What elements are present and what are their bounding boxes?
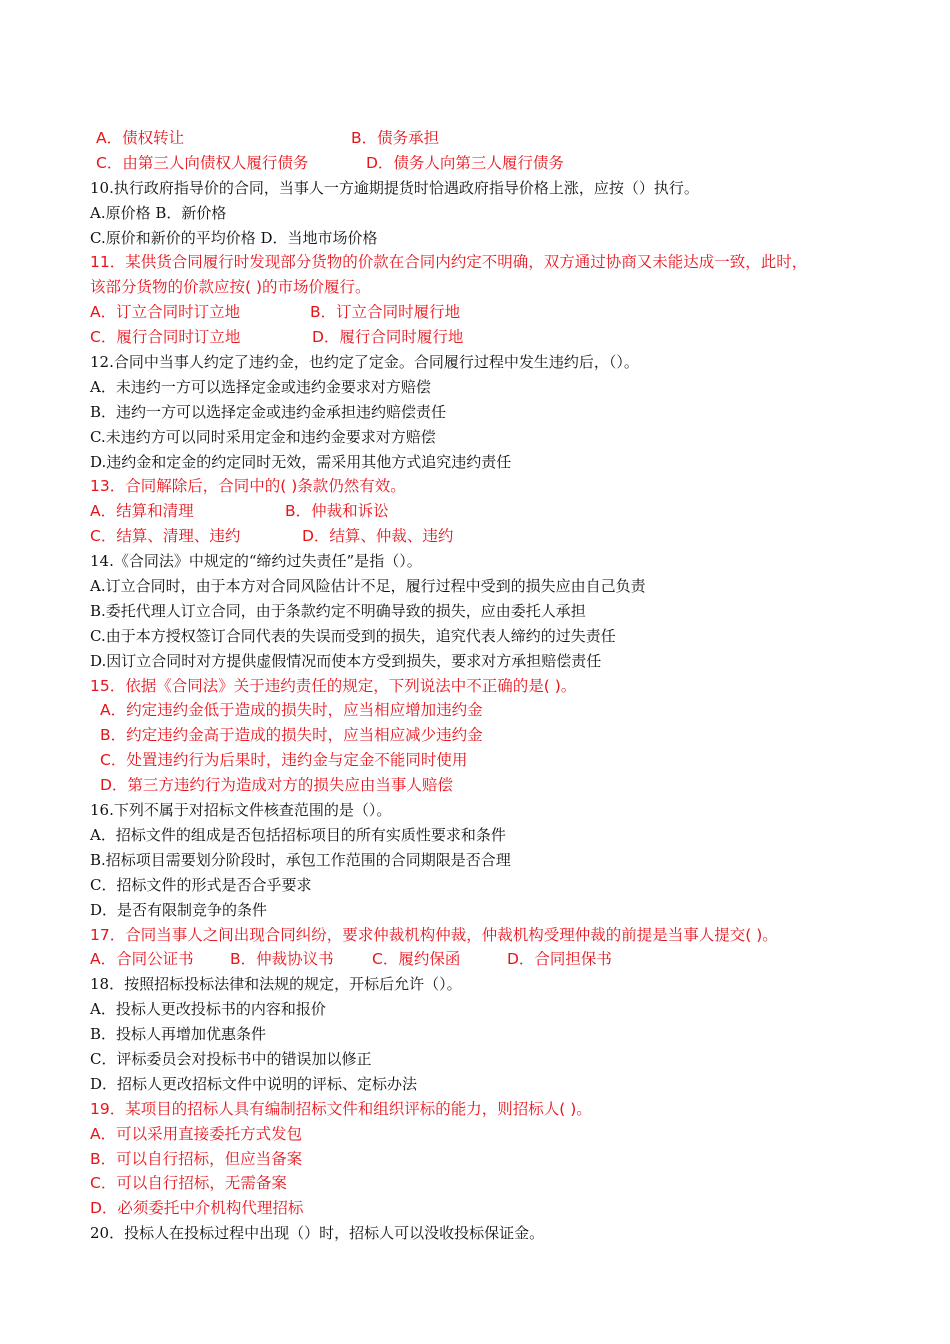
question-line: A．未违约一方可以选择定金或违约金要求对方赔偿 (90, 377, 431, 396)
answer-option: D．结算、仲裁、违约 (302, 527, 454, 546)
answer-option: C．由第三人向债权人履行债务 (96, 153, 309, 172)
question-line: C.未违约方可以同时采用定金和违约金要求对方赔偿 (90, 427, 436, 446)
highlighted-question-line: 19．某项目的招标人具有编制招标文件和组织评标的能力，则招标人( )。 (90, 1099, 592, 1118)
answer-option: C．结算、清理、违约 (90, 527, 241, 546)
question-line: D.违约金和定金的约定同时无效，需采用其他方式追究违约责任 (90, 452, 512, 471)
question-line: A.订立合同时，由于本方对合同风险估计不足，履行过程中受到的损失应由自己负责 (90, 577, 646, 596)
highlighted-question-line: 11．某供货合同履行时发现部分货物的价款在合同内约定不明确，双方通过协商又未能达成一致，此时， (90, 253, 808, 272)
question-line: 14.《合同法》中规定的“缔约过失责任”是指（）。 (90, 552, 422, 571)
highlighted-question-line: D．必须委托中介机构代理招标 (90, 1199, 304, 1218)
highlighted-question-line (90, 524, 890, 549)
answer-option: B．订立合同时履行地 (310, 303, 461, 322)
highlighted-question-line (90, 499, 890, 524)
highlighted-question-line (90, 126, 890, 151)
question-line: C．评标委员会对投标书中的错误加以修正 (90, 1049, 372, 1068)
question-line: D．招标人更改招标文件中说明的评标、定标办法 (90, 1074, 418, 1093)
highlighted-question-line: D．第三方违约行为造成对方的损失应由当事人赔偿 (100, 776, 453, 795)
answer-option: C．履约保函 (372, 950, 461, 969)
question-line: 16.下列不属于对招标文件核查范围的是（）。 (90, 801, 392, 820)
highlighted-question-line: 13．合同解除后，合同中的( )条款仍然有效。 (90, 477, 406, 496)
answer-option: B．仲裁协议书 (230, 950, 334, 969)
answer-option: A．债权转让 (96, 129, 185, 147)
question-line: A．投标人更改投标书的内容和报价 (90, 1000, 326, 1019)
answer-option: A．订立合同时订立地 (90, 303, 241, 322)
highlighted-question-line: 17．合同当事人之间出现合同纠纷，要求仲裁机构仲裁，仲裁机构受理仲裁的前提是当事人提交( )。 (90, 925, 778, 944)
question-line: 10.执行政府指导价的合同，当事人一方逾期提货时恰遇政府指导价格上涨，应按（）执行。 (90, 178, 699, 197)
answer-option: A．结算和清理 (90, 502, 194, 521)
question-line: C.由于本方授权签订合同代表的失误而受到的损失，追究代表人缔约的过失责任 (90, 626, 616, 645)
question-line: B．违约一方可以选择定金或违约金承担违约赔偿责任 (90, 402, 447, 421)
highlighted-question-line: A．约定违约金低于造成的损失时，应当相应增加违约金 (100, 701, 483, 720)
answer-option: D．合同担保书 (507, 950, 612, 969)
highlighted-question-line: 该部分货物的价款应按( )的市场价履行。 (90, 278, 371, 297)
question-line: D.因订立合同时对方提供虚假情况而使本方受到损失，要求对方承担赔偿责任 (90, 651, 602, 670)
answer-option: D．履行合同时履行地 (312, 328, 464, 347)
question-line: C．招标文件的形式是否合乎要求 (90, 875, 312, 894)
question-line: D．是否有限制竞争的条件 (90, 900, 268, 919)
question-line: B.委托代理人订立合同，由于条款约定不明确导致的损失，应由委托人承担 (90, 601, 586, 620)
question-line: A．招标文件的组成是否包括招标项目的所有实质性要求和条件 (90, 825, 506, 844)
highlighted-question-line: B．约定违约金高于造成的损失时，应当相应减少违约金 (100, 726, 483, 745)
document-page (90, 126, 890, 1246)
question-line: 18．按照招标投标法律和法规的规定，开标后允许（）。 (90, 975, 462, 994)
question-line: 12.合同中当事人约定了违约金，也约定了定金。合同履行过程中发生违约后，（）。 (90, 353, 639, 372)
answer-option: B．债务承担 (351, 129, 440, 147)
highlighted-question-line (90, 325, 890, 350)
highlighted-question-line (90, 947, 890, 972)
highlighted-question-line (90, 151, 890, 176)
highlighted-question-line (90, 300, 890, 325)
highlighted-question-line: C．处置违约行为后果时，违约金与定金不能同时使用 (100, 751, 468, 770)
highlighted-question-line: A．可以采用直接委托方式发包 (90, 1124, 303, 1143)
question-line: 20．投标人在投标过程中出现（）时，招标人可以没收投标保证金。 (90, 1224, 545, 1243)
answer-option: B．仲裁和诉讼 (285, 502, 389, 521)
question-line: A.原价格 B．新价格 (90, 203, 227, 222)
question-line: B.招标项目需要划分阶段时，承包工作范围的合同期限是否合理 (90, 850, 511, 869)
highlighted-question-line: C．可以自行招标，无需备案 (90, 1174, 287, 1193)
answer-option: A．合同公证书 (90, 950, 194, 969)
question-line: B．投标人再增加优惠条件 (90, 1025, 267, 1044)
highlighted-question-line: B．可以自行招标，但应当备案 (90, 1149, 303, 1168)
answer-option: D．债务人向第三人履行债务 (366, 153, 564, 172)
answer-option: C．履行合同时订立地 (90, 328, 241, 347)
question-line: C.原价和新价的平均价格 D．当地市场价格 (90, 228, 378, 247)
highlighted-question-line: 15．依据《合同法》关于违约责任的规定，下列说法中不正确的是( )。 (90, 676, 577, 695)
